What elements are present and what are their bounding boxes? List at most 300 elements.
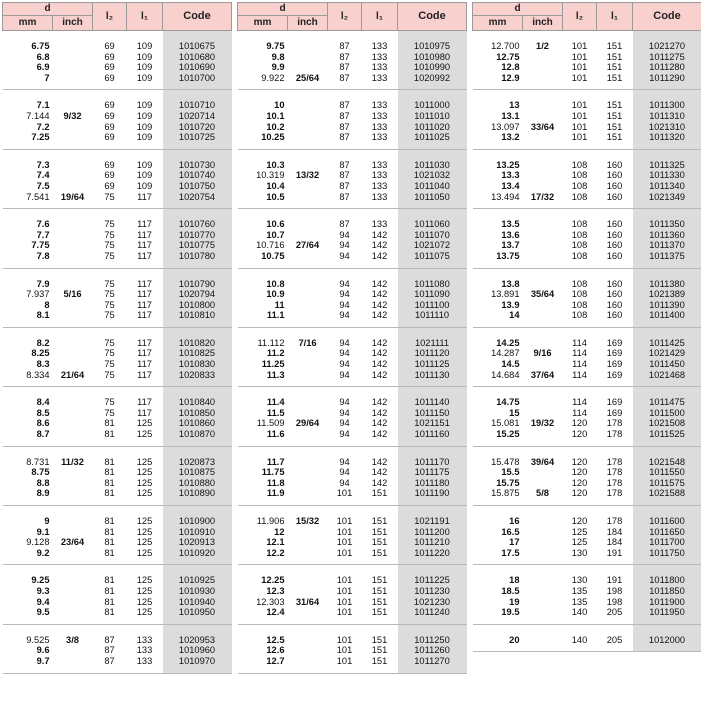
l2-cell: 81 xyxy=(104,596,115,607)
l1-cell: 133 xyxy=(136,645,153,656)
l1-cell: 151 xyxy=(606,41,623,51)
l2-cell: 108 xyxy=(571,170,588,181)
table-row xyxy=(473,122,701,133)
code-cell: 1010810 xyxy=(163,310,232,327)
l2-cell: 94 xyxy=(339,337,350,348)
table-row xyxy=(238,478,467,489)
code-cell: 1011300 xyxy=(633,90,701,111)
code-cell: 1011370 xyxy=(633,240,701,251)
l2-cell: 75 xyxy=(93,370,127,387)
l1-cell: 125 xyxy=(127,488,163,505)
diameter-inch-cell: 9/16 xyxy=(533,348,552,359)
code-cell: 1011525 xyxy=(633,429,701,446)
diameter-mm-cell: 9.922 xyxy=(238,73,288,90)
diameter-mm-cell: 11.2 xyxy=(266,348,285,359)
l2-cell: 87 xyxy=(339,180,350,191)
l2-cell: 81 xyxy=(104,467,115,478)
table-row xyxy=(473,170,701,181)
diameter-inch-cell xyxy=(523,467,563,478)
l2-cell: 81 xyxy=(104,418,115,429)
l2-cell: 101 xyxy=(336,537,353,548)
l2-cell: 101 xyxy=(571,41,588,51)
header-l1: l₁ xyxy=(597,3,633,31)
table-row xyxy=(238,149,467,170)
diameter-mm-cell: 16 xyxy=(509,516,520,526)
l2-cell: 135 xyxy=(571,585,588,596)
l1-cell: 117 xyxy=(137,348,152,359)
diameter-mm-cell: 10.4 xyxy=(266,180,285,191)
code-cell: 1010975 xyxy=(398,31,467,52)
diameter-mm-cell: 9.3 xyxy=(36,585,50,596)
diameter-inch-cell xyxy=(288,289,328,300)
l2-cell: 87 xyxy=(328,192,362,209)
diameter-mm-cell: 15 xyxy=(509,407,520,418)
l2-cell: 101 xyxy=(328,488,362,505)
diameter-inch-cell xyxy=(523,597,563,608)
table-row xyxy=(473,181,701,192)
diameter-inch-cell xyxy=(523,537,563,548)
diameter-inch-cell xyxy=(288,359,328,370)
code-cell: 1010980 xyxy=(398,52,467,63)
code-cell: 1010875 xyxy=(163,467,232,478)
code-cell: 1010680 xyxy=(163,52,232,63)
diameter-inch-cell xyxy=(523,387,563,408)
l1-cell: 160 xyxy=(597,251,633,268)
l1-cell: 125 xyxy=(127,607,163,624)
l1-cell: 133 xyxy=(362,192,398,209)
diameter-mm-cell: 9.6 xyxy=(36,645,50,656)
diameter-mm-cell: 13.25 xyxy=(496,159,520,170)
l2-cell: 101 xyxy=(571,100,588,111)
l1-cell: 142 xyxy=(371,348,388,359)
code-cell: 1021072 xyxy=(398,240,467,251)
diameter-mm-cell: 13.5 xyxy=(501,219,520,230)
table-row xyxy=(238,488,467,505)
l2-cell: 101 xyxy=(336,575,353,586)
diameter-inch-cell: 9/32 xyxy=(63,110,82,121)
diameter-mm-cell: 10.8 xyxy=(266,278,285,289)
l2-cell: 94 xyxy=(328,370,362,387)
diameter-inch-cell: 19/32 xyxy=(530,418,555,429)
diameter-mm-cell: 11.509 xyxy=(256,418,285,429)
code-cell: 1010820 xyxy=(163,327,232,348)
diameter-mm-cell: 9.2 xyxy=(3,548,53,565)
header-inch: inch xyxy=(523,16,563,31)
l2-cell: 101 xyxy=(563,132,597,149)
diameter-mm-cell: 7.8 xyxy=(3,251,53,268)
l1-cell: 142 xyxy=(371,456,388,467)
l2-cell: 94 xyxy=(339,289,350,300)
diameter-inch-cell xyxy=(53,429,93,446)
code-cell: 1011030 xyxy=(398,149,467,170)
table-row xyxy=(473,31,701,52)
l1-cell: 142 xyxy=(371,278,388,289)
code-cell: 1010950 xyxy=(163,607,232,624)
diameter-inch-cell xyxy=(53,467,93,478)
diameter-mm-cell: 11.25 xyxy=(261,359,285,370)
table-row xyxy=(238,467,467,478)
l1-cell: 160 xyxy=(606,180,623,191)
l1-cell: 133 xyxy=(371,159,388,170)
header-l2: l₂ xyxy=(93,3,127,31)
l1-cell: 133 xyxy=(371,219,388,230)
table-row xyxy=(3,656,232,673)
diameter-mm-cell: 6.75 xyxy=(31,41,50,51)
table-row xyxy=(473,537,701,548)
l2-cell: 94 xyxy=(339,477,350,488)
l1-cell: 151 xyxy=(606,51,623,62)
diameter-mm-cell: 8.334 xyxy=(3,370,53,387)
l2-cell: 69 xyxy=(104,41,115,51)
l1-cell: 125 xyxy=(136,477,153,488)
diameter-inch-cell xyxy=(53,488,93,505)
l1-cell: 142 xyxy=(362,251,398,268)
diameter-inch-cell xyxy=(288,149,328,170)
code-cell: 1011075 xyxy=(398,251,467,268)
diameter-mm-cell: 12.75 xyxy=(496,51,520,62)
table-row xyxy=(3,506,232,527)
code-cell: 1011900 xyxy=(633,597,701,608)
l2-cell: 87 xyxy=(328,132,362,149)
l1-cell: 151 xyxy=(362,656,398,673)
table-row xyxy=(473,90,701,111)
diameter-mm-cell: 11.75 xyxy=(261,467,285,478)
l2-cell: 69 xyxy=(93,132,127,149)
table-row xyxy=(238,527,467,538)
l1-cell: 109 xyxy=(136,51,153,62)
diameter-inch-cell xyxy=(523,240,563,251)
l2-cell: 108 xyxy=(571,180,588,191)
diameter-inch-cell xyxy=(53,230,93,241)
diameter-inch-cell xyxy=(288,62,328,73)
header-code: Code xyxy=(163,3,232,31)
header-mm: mm xyxy=(3,16,53,31)
l1-cell: 133 xyxy=(371,121,388,132)
l2-cell: 101 xyxy=(336,634,353,645)
code-cell: 1011310 xyxy=(633,111,701,122)
table-row xyxy=(473,240,701,251)
diameter-mm-cell: 7.3 xyxy=(36,159,50,170)
code-cell: 1011240 xyxy=(398,607,467,624)
diameter-inch-cell xyxy=(523,209,563,230)
diameter-mm-cell: 12.5 xyxy=(266,634,285,645)
diameter-inch-cell xyxy=(523,327,563,348)
diameter-mm-cell: 15.081 xyxy=(491,418,520,429)
l1-cell: 133 xyxy=(371,100,388,111)
diameter-mm-cell: 11.112 xyxy=(257,337,285,348)
table-row xyxy=(3,527,232,538)
code-cell: 1011950 xyxy=(633,607,701,624)
diameter-inch-cell xyxy=(53,478,93,489)
diameter-inch-cell xyxy=(53,310,93,327)
diameter-mm-cell: 15.478 xyxy=(491,456,520,467)
l2-cell: 69 xyxy=(93,73,127,90)
diameter-inch-cell xyxy=(288,370,328,387)
l1-cell: 160 xyxy=(606,278,623,289)
l1-cell: 142 xyxy=(371,397,388,408)
diameter-mm-cell: 14.75 xyxy=(496,397,520,408)
l2-cell: 87 xyxy=(339,100,350,111)
diameter-mm-cell: 8.1 xyxy=(3,310,53,327)
table-row xyxy=(3,181,232,192)
code-cell: 1011270 xyxy=(398,656,467,673)
l2-cell: 69 xyxy=(104,159,115,170)
header-mm: mm xyxy=(473,16,523,31)
diameter-mm-cell: 11.4 xyxy=(266,397,285,408)
l1-cell: 133 xyxy=(371,51,388,62)
table-row xyxy=(473,359,701,370)
diameter-inch-cell xyxy=(53,300,93,311)
code-cell: 1010725 xyxy=(163,132,232,149)
diameter-mm-cell: 8.25 xyxy=(31,348,50,359)
diameter-inch-cell xyxy=(523,478,563,489)
l1-cell: 160 xyxy=(606,159,623,170)
diameter-inch-cell xyxy=(53,31,93,52)
diameter-inch-cell xyxy=(288,467,328,478)
l1-cell: 109 xyxy=(136,100,153,111)
diameter-mm-cell: 9.75 xyxy=(266,41,285,51)
diameter-inch-cell xyxy=(53,240,93,251)
code-cell: 1010750 xyxy=(163,181,232,192)
code-cell: 1020953 xyxy=(163,624,232,645)
l1-cell: 151 xyxy=(606,110,623,121)
l1-cell: 169 xyxy=(606,359,623,370)
l2-cell: 81 xyxy=(104,456,115,467)
table-row xyxy=(238,370,467,387)
l1-cell: 160 xyxy=(606,229,623,240)
l2-cell: 94 xyxy=(339,278,350,289)
diameter-mm-cell: 10.1 xyxy=(266,110,285,121)
diameter-mm-cell: 12.700 xyxy=(491,41,520,51)
table-row xyxy=(473,310,701,327)
l2-cell: 94 xyxy=(328,310,362,327)
code-cell: 1011020 xyxy=(398,122,467,133)
l1-cell: 151 xyxy=(597,73,633,90)
table-row xyxy=(473,300,701,311)
l2-cell: 94 xyxy=(339,348,350,359)
diameter-inch-cell xyxy=(53,645,93,656)
code-cell: 1011175 xyxy=(398,467,467,478)
l1-cell: 142 xyxy=(362,370,398,387)
code-cell: 1021310 xyxy=(633,122,701,133)
l1-cell: 151 xyxy=(606,62,623,73)
table-row xyxy=(473,209,701,230)
code-cell: 1010800 xyxy=(163,300,232,311)
l2-cell: 101 xyxy=(328,607,362,624)
l1-cell: 160 xyxy=(597,192,633,209)
l2-cell: 75 xyxy=(93,251,127,268)
l2-cell: 94 xyxy=(339,456,350,467)
table-row xyxy=(3,300,232,311)
l2-cell: 125 xyxy=(571,537,588,548)
l1-cell: 125 xyxy=(136,467,153,478)
table-row xyxy=(3,73,232,90)
l2-cell: 81 xyxy=(93,607,127,624)
table-row xyxy=(238,289,467,300)
diameter-mm-cell: 13.891 xyxy=(491,289,520,300)
table-row xyxy=(238,122,467,133)
l2-cell: 114 xyxy=(572,397,587,408)
code-cell: 1011200 xyxy=(398,527,467,538)
diameter-mm-cell: 9.9 xyxy=(271,62,285,73)
table-row xyxy=(473,586,701,597)
diameter-inch-cell xyxy=(288,268,328,289)
l1-cell: 109 xyxy=(127,132,163,149)
code-cell: 1010790 xyxy=(163,268,232,289)
code-cell: 1010675 xyxy=(163,31,232,52)
table-row xyxy=(473,408,701,419)
diameter-mm-cell: 11.906 xyxy=(256,516,285,526)
table-row xyxy=(238,192,467,209)
l2-cell: 108 xyxy=(571,229,588,240)
diameter-mm-cell: 12.303 xyxy=(256,596,285,607)
diameter-inch-cell xyxy=(288,122,328,133)
l2-cell: 87 xyxy=(339,62,350,73)
diameter-mm-cell: 14 xyxy=(473,310,523,327)
code-cell: 1010830 xyxy=(163,359,232,370)
l2-cell: 101 xyxy=(571,110,588,121)
code-cell: 1010775 xyxy=(163,240,232,251)
diameter-inch-cell xyxy=(53,327,93,348)
diameter-inch-cell xyxy=(523,586,563,597)
l1-cell: 117 xyxy=(137,397,152,408)
l2-cell: 108 xyxy=(571,159,588,170)
header-l1: l₁ xyxy=(127,3,163,31)
diameter-mm-cell: 20 xyxy=(473,624,523,652)
l2-cell: 101 xyxy=(563,73,597,90)
table-row xyxy=(238,230,467,241)
table-row xyxy=(473,418,701,429)
table-row xyxy=(3,387,232,408)
diameter-mm-cell: 14.287 xyxy=(491,348,520,359)
code-cell: 1021032 xyxy=(398,170,467,181)
code-cell: 1011400 xyxy=(633,310,701,327)
table-row xyxy=(3,597,232,608)
diameter-mm-cell: 10.25 xyxy=(238,132,288,149)
table-row xyxy=(238,251,467,268)
l2-cell: 114 xyxy=(572,348,587,359)
l1-cell: 142 xyxy=(371,337,388,348)
diameter-mm-cell: 17 xyxy=(509,537,520,548)
code-cell: 1011150 xyxy=(398,408,467,419)
code-cell: 1011220 xyxy=(398,548,467,565)
table-row xyxy=(238,310,467,327)
diameter-mm-cell: 8.2 xyxy=(36,337,50,348)
l1-cell: 151 xyxy=(371,645,388,656)
l1-cell: 151 xyxy=(371,526,388,537)
code-cell: 1011425 xyxy=(633,327,701,348)
diameter-mm-cell: 12.1 xyxy=(266,537,285,548)
code-cell: 1010840 xyxy=(163,387,232,408)
diameter-mm-cell: 11.9 xyxy=(238,488,288,505)
table-row xyxy=(473,52,701,63)
diameter-mm-cell: 6.8 xyxy=(36,51,50,62)
code-cell: 1020992 xyxy=(398,73,467,90)
diameter-inch-cell xyxy=(288,230,328,241)
diameter-mm-cell: 13.6 xyxy=(501,229,520,240)
l2-cell: 140 xyxy=(563,624,597,652)
header-inch: inch xyxy=(53,16,93,31)
code-cell: 1021191 xyxy=(398,506,467,527)
table-row xyxy=(3,478,232,489)
l2-cell: 108 xyxy=(563,310,597,327)
l2-cell: 69 xyxy=(104,121,115,132)
diameter-inch-cell xyxy=(288,408,328,419)
table-row xyxy=(238,597,467,608)
table-row xyxy=(238,645,467,656)
l1-cell: 151 xyxy=(371,634,388,645)
diameter-inch-cell xyxy=(523,132,563,149)
l2-cell: 75 xyxy=(104,240,115,251)
code-cell: 1011280 xyxy=(633,62,701,73)
table-row xyxy=(473,230,701,241)
diameter-inch-cell xyxy=(53,251,93,268)
table-row xyxy=(238,73,467,90)
diameter-inch-cell xyxy=(53,62,93,73)
code-cell: 1010770 xyxy=(163,230,232,241)
code-cell: 1011390 xyxy=(633,300,701,311)
l1-cell: 178 xyxy=(597,429,633,446)
l1-cell: 184 xyxy=(606,526,623,537)
diameter-inch-cell xyxy=(288,565,328,586)
l1-cell: 117 xyxy=(137,240,152,251)
code-cell: 1010900 xyxy=(163,506,232,527)
l1-cell: 117 xyxy=(127,251,163,268)
table-row xyxy=(3,645,232,656)
table-row xyxy=(473,268,701,289)
table-row xyxy=(473,488,701,505)
code-cell: 1020714 xyxy=(163,111,232,122)
l1-cell: 117 xyxy=(137,299,152,310)
l2-cell: 120 xyxy=(563,429,597,446)
code-cell: 1010880 xyxy=(163,478,232,489)
diameter-inch-cell xyxy=(523,111,563,122)
table-row xyxy=(3,537,232,548)
l2-cell: 135 xyxy=(571,596,588,607)
diameter-mm-cell: 13.1 xyxy=(501,110,520,121)
diameter-inch-cell xyxy=(288,446,328,467)
diameter-mm-cell: 14.25 xyxy=(496,337,520,348)
l1-cell: 178 xyxy=(606,477,623,488)
diameter-mm-cell: 7.5 xyxy=(36,180,50,191)
diameter-inch-cell xyxy=(288,429,328,446)
diameter-mm-cell: 10.319 xyxy=(256,170,285,181)
code-cell: 1011000 xyxy=(398,90,467,111)
diameter-inch-cell xyxy=(288,31,328,52)
diameter-mm-cell: 9.5 xyxy=(3,607,53,624)
l1-cell: 191 xyxy=(597,548,633,565)
diameter-mm-cell: 9.525 xyxy=(26,634,50,645)
table-row xyxy=(3,348,232,359)
code-cell: 1011230 xyxy=(398,586,467,597)
diameter-inch-cell xyxy=(288,586,328,597)
code-cell: 1010940 xyxy=(163,597,232,608)
diameter-mm-cell: 11.5 xyxy=(266,407,285,418)
l1-cell: 142 xyxy=(371,467,388,478)
code-cell: 1010990 xyxy=(398,62,467,73)
code-cell: 1011750 xyxy=(633,548,701,565)
table-row xyxy=(473,192,701,209)
l1-cell: 142 xyxy=(371,289,388,300)
diameter-mm-cell: 10.75 xyxy=(238,251,288,268)
code-cell: 1021548 xyxy=(633,446,701,467)
size-table xyxy=(472,2,701,652)
table-row xyxy=(473,446,701,467)
diameter-mm-cell: 9.4 xyxy=(36,596,50,607)
diameter-inch-cell xyxy=(53,348,93,359)
diameter-inch-cell xyxy=(53,170,93,181)
l2-cell: 94 xyxy=(339,299,350,310)
